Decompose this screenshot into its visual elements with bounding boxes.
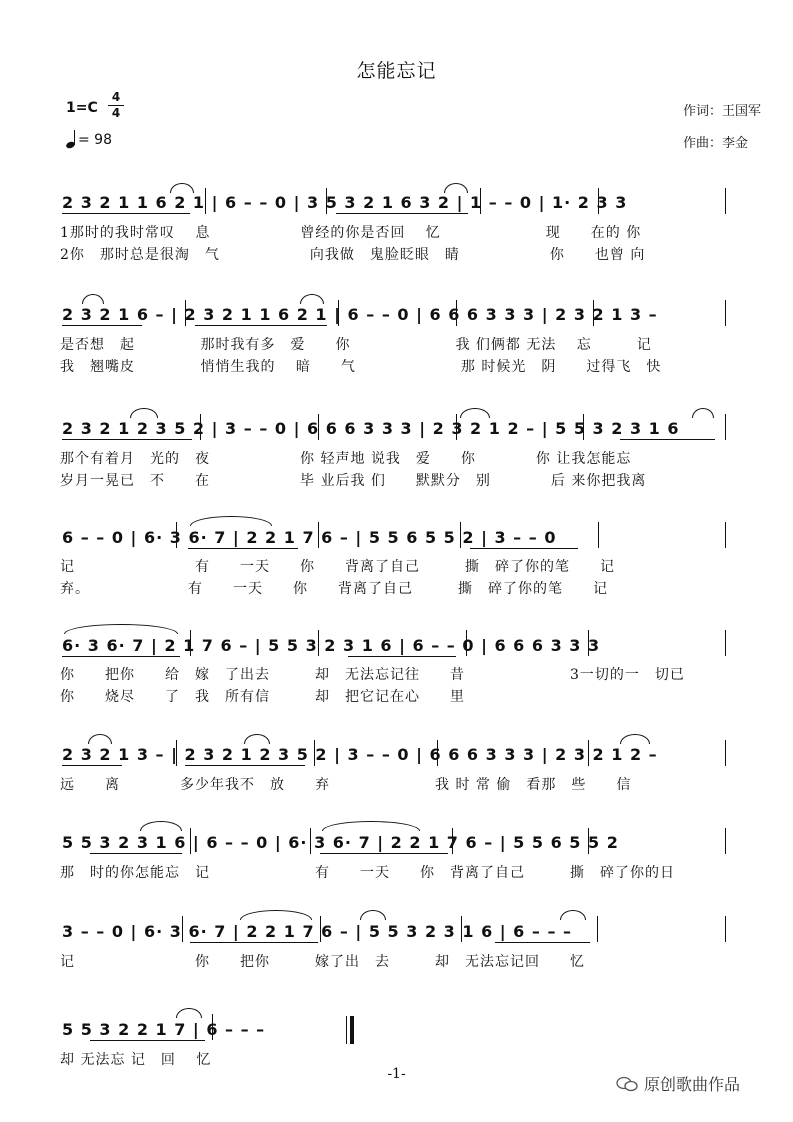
lyric-line-8-verse-1: 记 你 把你 嫁了出 去 却 无法忘记回 忆 (60, 954, 585, 970)
key-signature: 1=C (66, 100, 98, 116)
notation-line-1: 2 3 2 1 1 6 2 1 | 6 – – 0 | 3 5 3 2 1 6 3 2 | 1 – – 0 | 1· 2 3 3 (62, 193, 628, 212)
lyric-line-3-verse-2: 岁月一晃已 不 在 毕 业后我 们 默默分 别 后 来你把我离 (60, 473, 647, 489)
lyric-line-7-verse-1: 那 时的你怎能忘 记 有 一天 你 背离了自己 撕 碎了你的日 (60, 865, 675, 881)
quarter-note-icon (66, 130, 78, 148)
notation-line-4: 6 – – 0 | 6· 3 6· 7 | 2 2 1 7 6 – | 5 5 6 5 5 2 | 3 – – 0 (62, 528, 557, 547)
notation-line-6: 2 3 2 1 3 – | 2 3 2 1 2 3 5 2 | 3 – – 0 | 6 6 6 3 3 3 | 2 3 2 1 2 – (62, 745, 658, 764)
lyric-line-3-verse-1: 那个有着月 光的 夜 你 轻声地 说我 爱 你 你 让我怎能忘 (60, 451, 632, 467)
time-signature (108, 91, 124, 120)
notation-line-9: 5 5 3 2 2 1 7 | 6 – – – (62, 1020, 266, 1039)
notation-line-3: 2 3 2 1 2 3 5 2 | 3 – – 0 | 6 6 6 3 3 3 | 2 3 2 1 2 – | 5 5 3 2 3 1 6 (62, 419, 680, 438)
lyric-line-4-verse-1: 记 有 一天 你 背离了自己 撕 碎了你的笔 记 (60, 559, 615, 575)
lyric-line-1-verse-2: 2你 那时总是很淘 气 向我做 鬼脸眨眼 睛 你 也曾 向 (60, 247, 646, 263)
lyric-line-9-verse-1: 却 无法忘 记 回 忆 (60, 1052, 212, 1068)
watermark (616, 1072, 740, 1095)
notation-line-7: 5 5 3 2 3 1 6 | 6 – – 0 | 6· 3 6· 7 | 2 2 1 7 6 – | 5 5 6 5 5 2 (62, 833, 619, 852)
tempo-value: = 98 (78, 132, 112, 148)
lyric-line-4-verse-2: 弃。 有 一天 你 背离了自己 撕 碎了你的笔 记 (60, 581, 608, 597)
lyricist-credit: 作词：王国军 (683, 104, 762, 119)
final-barline (346, 1016, 355, 1044)
lyric-line-2-verse-2: 我 翘嘴皮 悄悄生我的 暗 气 那 时候光 阴 过得飞 快 (60, 359, 662, 375)
notation-line-2: 2 3 2 1 6 – | 2 3 2 1 1 6 2 1 | 6 – – 0 | 6 6 6 3 3 3 | 2 3 2 1 3 – (62, 305, 658, 324)
notation-line-8: 3 – – 0 | 6· 3 6· 7 | 2 2 1 7 6 – | 5 5 3 2 3 1 6 | 6 – – – (62, 922, 573, 941)
page-number: -1- (387, 1066, 406, 1082)
song-title: 怎能忘记 (356, 60, 437, 82)
composer-credit: 作曲：李金 (683, 136, 749, 151)
lyric-line-6-verse-1: 远 离 多少年我不 放 弃 我 时 常 偷 看那 些 信 (60, 777, 632, 793)
watermark-text: 原创歌曲作品 (644, 1075, 741, 1094)
tempo-marking (66, 130, 112, 148)
notation-line-5: 6· 3 6· 7 | 2 1 7 6 – | 5 5 3 2 3 1 6 | 6 – – 0 | 6 6 6 3 3 3 (62, 636, 601, 655)
lyric-line-5-verse-1: 你 把你 给 嫁 了出去 却 无法忘记往 昔 3一切的一 切已 (60, 667, 685, 683)
lyric-line-5-verse-2: 你 烧尽 了 我 所有信 却 把它记在心 里 (60, 689, 465, 705)
time-signature-bottom: 4 (111, 106, 121, 120)
time-signature-top: 4 (111, 90, 121, 104)
wechat-icon (616, 1076, 638, 1092)
lyric-line-1-verse-1: 1那时的我时常叹 息 曾经的你是否回 忆 现 在的 你 (60, 225, 642, 241)
lyric-line-2-verse-1: 是否想 起 那时我有多 爱 你 我 们俩都 无法 忘 记 (60, 337, 652, 353)
